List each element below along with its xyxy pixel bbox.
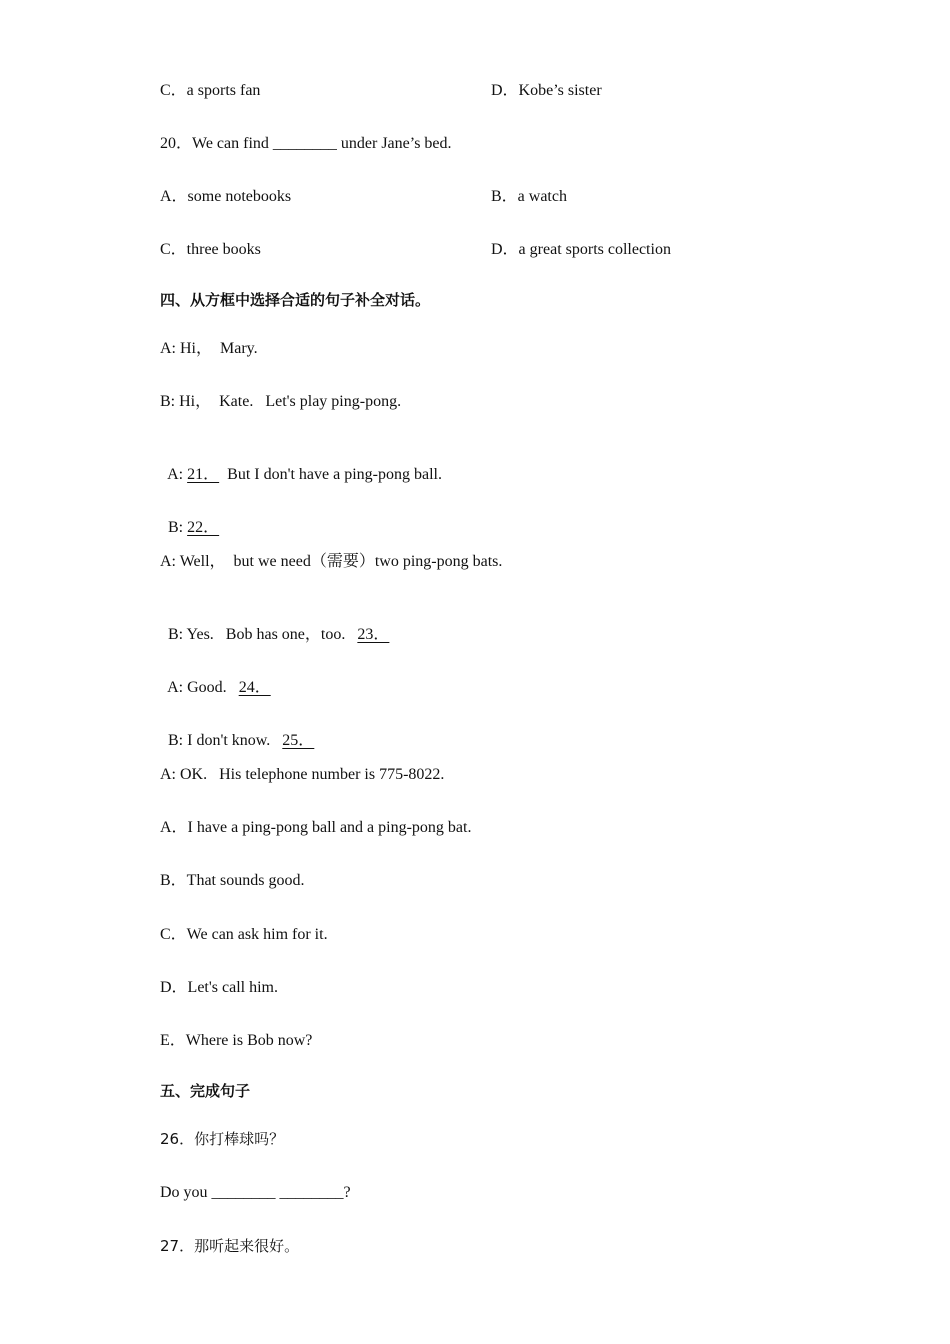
dialogue-line-6 xyxy=(160,605,389,645)
answer-blank-22[interactable]: 22． xyxy=(187,519,220,536)
dialogue-line-9: A: OK. His telephone number is 775-8022. xyxy=(160,766,445,783)
dialogue-text: But I don't have a ping-pong ball. xyxy=(219,466,442,483)
dialogue-line-7 xyxy=(160,658,271,698)
q19-option-c: C．a sports fan xyxy=(160,82,261,99)
q20-option-d: D．a great sports collection xyxy=(491,241,671,258)
dialogue-line-2: B: Hi， Kate. Let's play ping-pong. xyxy=(160,393,402,410)
dialogue-line-3 xyxy=(160,445,442,485)
section4-heading: 四、从方框中选择合适的句子补全对话。 xyxy=(160,291,431,309)
dialogue-text: B: I don't know. xyxy=(168,732,283,749)
dialogue-speaker: B: xyxy=(168,519,188,536)
q20-option-a: A．some notebooks xyxy=(160,188,292,205)
q26-answer-line[interactable]: Do you ________ ________? xyxy=(160,1184,351,1201)
q26-stem: 26．你打棒球吗？ xyxy=(160,1130,285,1148)
dialogue-line-5: A: Well， but we need（需要）two ping-pong bats. xyxy=(160,553,503,570)
answer-blank-24[interactable]: 24． xyxy=(238,679,271,696)
option-a: A．I have a ping-pong ball and a ping-pong bat. xyxy=(160,819,472,836)
q27-stem: 27．那听起来很好。 xyxy=(160,1237,300,1255)
dialogue-line-1: A: Hi， Mary. xyxy=(160,340,258,357)
option-c: C．We can ask him for it. xyxy=(160,926,328,943)
answer-blank-25[interactable]: 25． xyxy=(282,732,315,749)
dialogue-text: A: Good. xyxy=(167,679,239,696)
q20-option-b: B．a watch xyxy=(491,188,567,205)
dialogue-line-4 xyxy=(160,498,219,538)
dialogue-text: B: Yes. Bob has one，too. xyxy=(168,626,358,643)
q20-option-c: C．three books xyxy=(160,241,261,258)
option-e: E．Where is Bob now? xyxy=(160,1032,313,1049)
q19-option-d: D．Kobe’s sister xyxy=(491,82,602,99)
section5-heading: 五、完成句子 xyxy=(160,1082,251,1100)
dialogue-speaker: A: xyxy=(167,466,188,483)
option-d: D．Let's call him. xyxy=(160,979,278,996)
dialogue-line-8 xyxy=(160,711,314,751)
answer-blank-21[interactable]: 21． xyxy=(187,466,220,483)
q20-stem: 20．We can find ________ under Jane’s bed. xyxy=(160,135,452,152)
answer-blank-23[interactable]: 23． xyxy=(357,626,390,643)
option-b: B．That sounds good. xyxy=(160,872,305,889)
